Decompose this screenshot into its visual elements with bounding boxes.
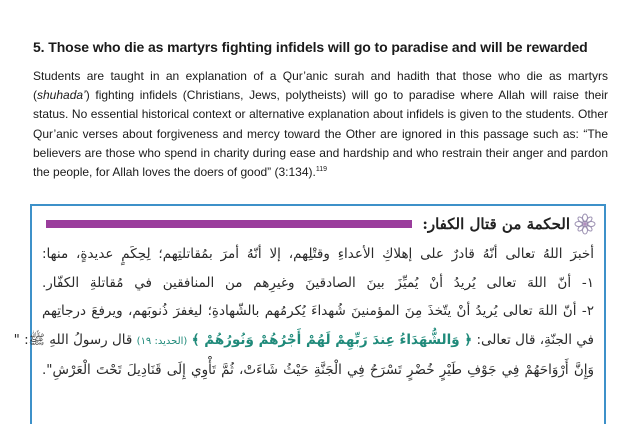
box-title: الحكمة من قتال الكفار:	[422, 215, 570, 233]
arabic-line-4	[13, 326, 594, 357]
arabic-line-1: أخبرَ اللهُ تعالى أنّهُ قادرٌ على إهلاكِ الأعداءِ وقتْلِهم، إلا أنّهُ أمرَ بمُقاتلتِهم؛ لِحِكَمٍ عديدةٍ، منها:	[42, 246, 594, 262]
quran-verse: ﴿ وَالشُّهَدَاءُ عِندَ رَبِّهِمْ لَهُمْ أَجْرُهُمْ وَنُورُهُمْ ﴾	[191, 331, 473, 348]
title-accent-bar	[46, 220, 412, 228]
line4-start: في الجنّةِ، قال تعالى:	[476, 331, 594, 348]
paragraph-italic-term: shuhada’	[37, 88, 86, 103]
paragraph-part2: ) fighting infidels (Christians, Jews, polytheists) will go to paradise where Allah will raise their status. No essential historical context or alternative explanation about infidels is given to the students. Other Qur’anic verses about forgiveness and mercy toward the Other are ignored in this passage such as: “The believers are those who spend in charity during ease and hardship and who restrain their anger and pardon the people, for Allah loves the doers of good” (3:134).	[33, 88, 608, 180]
line4-end: قال رسولُ اللهِ ﷺ: "	[13, 331, 133, 348]
body-paragraph	[33, 67, 608, 182]
arabic-text	[13, 240, 594, 385]
section-heading: 5. Those who die as martyrs fighting infidels will go to paradise and will be rewarded	[33, 39, 588, 55]
arabic-line-5: وَإِنَّ أَرْوَاحَهُمْ فِي جَوْفِ طَيْرٍ خُضْرٍ تَسْرَحُ فِي الْجَنَّةِ حَيْثُ شَاءَتْ، ثُمَّ تَأْوِي إِلَى قَنَادِيلَ تَحْتَ الْعَرْشِ".	[42, 362, 594, 378]
paragraph-part1: Students are taught in an explanation of a Qur’anic surah and hadith that those who die as martyrs (	[33, 69, 608, 103]
flower-ornament-icon	[574, 213, 596, 235]
arabic-excerpt-box	[13, 204, 606, 424]
arabic-line-2: ١- أنّ اللهَ تعالى يُريدُ أنْ يُميِّزَ بينَ الصادقينَ وغيرِهم من المنافقين في مُقاتلةِ الكفّار.	[42, 274, 594, 291]
footnote-marker: 119	[315, 166, 328, 174]
box-header	[420, 212, 596, 236]
arabic-line-3: ٢- أنّ اللهَ تعالى يُريدُ أنْ يتّخذَ مِنَ المؤمنينَ شُهداءَ يُكرمُهم بالشّهادةِ؛ ليغفرَ ذُنوبَهم، ويرفعَ درجاتِهم	[42, 303, 594, 319]
quran-reference: (الحديد: ١٩)	[136, 335, 188, 347]
